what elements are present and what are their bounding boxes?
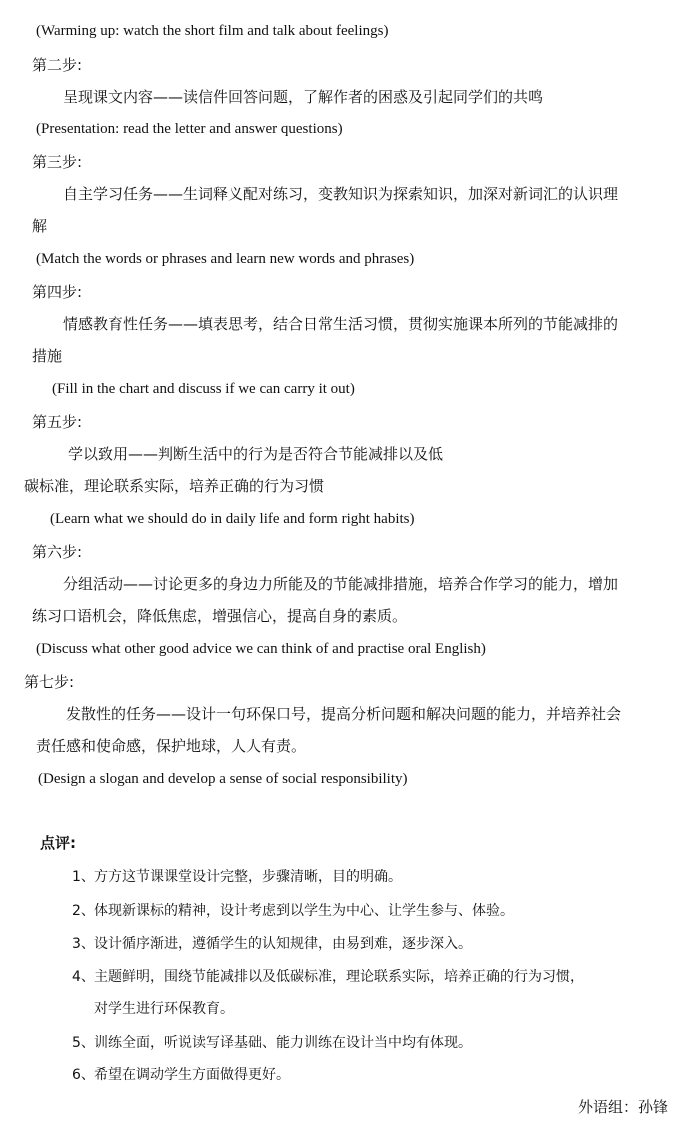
comment-item-4-line2: 对学生进行环保教育。 <box>94 1001 234 1017</box>
comments-heading: 点评: <box>40 834 76 852</box>
comment-item-1: 1、方方这节课课堂设计完整，步骤清晰，目的明确。 <box>72 869 402 885</box>
step4-english: (Fill in the chart and discuss if we can carry it out) <box>52 381 355 397</box>
step5-chinese-line1: 学以致用——判断生活中的行为是否符合节能减排以及低 <box>68 445 444 463</box>
comment-item-4: 4、主题鲜明，围绕节能减排以及低碳标准，理论联系实际，培养正确的行为习惯， <box>72 969 584 985</box>
step4-label: 第四步: <box>32 283 83 301</box>
step7-label: 第七步: <box>24 673 75 691</box>
step7-chinese-line1: 发散性的任务——设计一句环保口号，提高分析问题和解决问题的能力，并培养社会 <box>66 705 622 723</box>
step3-english: (Match the words or phrases and learn new words and phrases) <box>36 251 415 267</box>
comment-item-5: 5、训练全面，听说读写译基础、能力训练在设计当中均有体现。 <box>72 1035 472 1051</box>
step6-chinese-line2: 练习口语机会，降低焦虑，增强信心，提高自身的素质。 <box>32 607 408 625</box>
step5-chinese-line2: 碳标准，理论联系实际，培养正确的行为习惯 <box>24 477 325 495</box>
step7-chinese-line2: 责任感和使命感，保护地球，人人有责。 <box>36 737 307 755</box>
comment-item-3: 3、设计循序渐进，遵循学生的认知规律，由易到难，逐步深入。 <box>72 936 472 952</box>
step6-chinese-line1: 分组活动——讨论更多的身边力所能及的节能减排措施，培养合作学习的能力，增加 <box>63 575 619 593</box>
step7-english: (Design a slogan and develop a sense of social responsibility) <box>38 771 408 787</box>
signature: 外语组：孙锋 <box>577 1098 668 1116</box>
comment-item-2: 2、体现新课标的精神，设计考虑到以学生为中心、让学生参与、体验。 <box>72 903 514 919</box>
step2-english: (Presentation: read the letter and answer questions) <box>36 121 343 137</box>
step6-english: (Discuss what other good advice we can think of and practise oral English) <box>36 641 486 657</box>
step4-chinese-line1: 情感教育性任务——填表思考，结合日常生活习惯，贯彻实施课本所列的节能减排的 <box>63 315 619 333</box>
step6-label: 第六步: <box>32 543 83 561</box>
comment-item-6: 6、希望在调动学生方面做得更好。 <box>72 1067 290 1083</box>
step2-chinese: 呈现课文内容——读信件回答问题，了解作者的困惑及引起同学们的共鸣 <box>63 88 544 106</box>
step1-english: (Warming up: watch the short film and talk about feelings) <box>36 23 389 39</box>
step3-chinese-line1: 自主学习任务——生词释义配对练习，变教知识为探索知识，加深对新词汇的认识理 <box>63 185 619 203</box>
step5-english: (Learn what we should do in daily life and form right habits) <box>50 511 415 527</box>
step5-label: 第五步: <box>32 413 83 431</box>
step2-label: 第二步: <box>32 56 83 74</box>
step4-chinese-line2: 措施 <box>32 347 63 365</box>
step3-label: 第三步: <box>32 153 83 171</box>
step3-chinese-line2: 解 <box>32 217 48 235</box>
